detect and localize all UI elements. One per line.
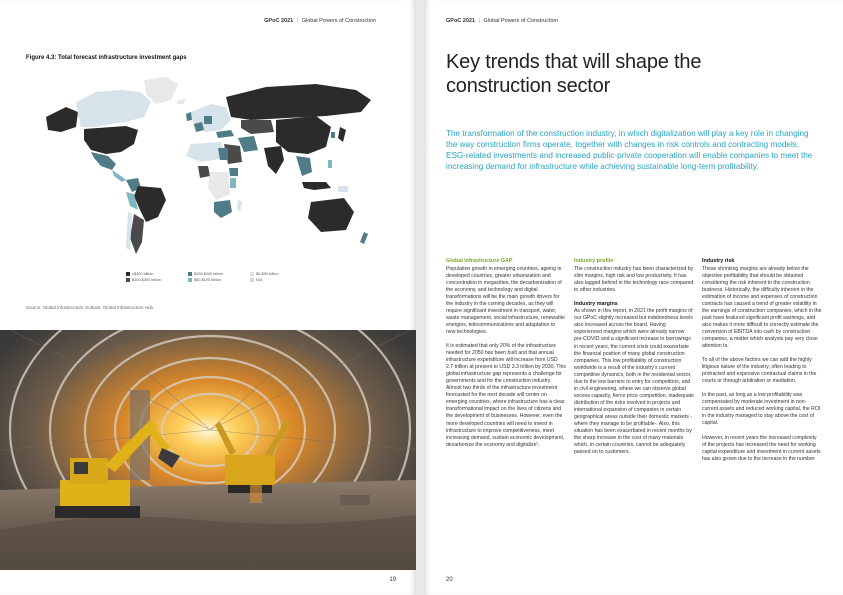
map-region-kenya	[230, 178, 236, 188]
world-map	[26, 72, 386, 272]
legend-item	[126, 278, 178, 282]
legend-label: ≥$300 billion	[132, 272, 154, 276]
body-paragraph: In the past, as long as a low profitability was compensated by moderate investment in non-current assets and reduced working capital, the ROI in the industry managed to stay above the cost of capital.	[702, 392, 821, 427]
map-region-mexico	[91, 152, 116, 170]
body-paragraph: However, in recent years the increased complexity of the projects has increased the need for working capital expenditure and investment in current assets has also grown due to the increase in the number	[702, 434, 821, 462]
legend-swatch	[188, 278, 192, 282]
map-region-new-zealand	[360, 232, 368, 244]
map-region-argentina	[130, 214, 144, 254]
section-heading: Industry profile	[574, 258, 614, 264]
map-region-greenland	[144, 77, 178, 104]
legend-swatch	[188, 272, 192, 276]
report-title: Global Powers of Construction	[483, 18, 558, 24]
legend-label: $100-$200 billion	[194, 272, 223, 276]
map-region-central-africa	[208, 172, 230, 200]
body-columns	[446, 258, 826, 470]
report-title: Global Powers of Construction	[301, 18, 376, 24]
map-region-korea	[331, 132, 335, 138]
map-region-indonesia	[302, 182, 331, 190]
body-paragraph: Population growth in emerging countries, ageing in developed countries, greater urbanization and concentration in megacities, the decarbonization of the economy, and technology and digital transformations will be the main growth drivers for the industry in the coming decades, as they will require significant investment in transport, water, waste management, social infrastructure, renewable energies, telecommunications and adaptation to new technologies.	[446, 265, 565, 335]
map-region-australia	[308, 198, 354, 232]
map-region-southeast-asia	[296, 156, 312, 176]
legend-label: $50-$100 billion	[194, 278, 221, 282]
map-region-kazakhstan	[241, 120, 274, 134]
legend-label: $0-$50 billion	[256, 272, 279, 276]
map-region-ethiopia	[229, 168, 238, 176]
world-map-figure	[26, 72, 386, 300]
page-number: 19	[389, 577, 396, 583]
map-region-canada	[76, 90, 151, 127]
legend-item	[126, 272, 178, 276]
map-region-nigeria	[198, 166, 210, 178]
map-region-central-america	[112, 170, 126, 182]
body-paragraph: To all of the above factors we can add the highly litigious nature of the industry, often leading to protracted and expensive contractual claims in the courts or through arbitration or mediation.	[702, 357, 817, 385]
map-region-madagascar	[237, 200, 242, 212]
section-heading: Global infrastructure GAP	[446, 258, 513, 264]
figure-source: Source: Global Infrastructure Outlook, Global Infrastructure Hub.	[26, 305, 155, 310]
section-heading: Industry risk	[702, 258, 735, 264]
column-3	[702, 258, 822, 470]
report-code: GPoC 2021	[264, 18, 294, 24]
legend-item	[188, 278, 240, 282]
legend-label: N/A	[256, 278, 263, 282]
legend-item	[250, 278, 302, 282]
intro-paragraph: The transformation of the construction industry, in which digitalization will play a key role in changing the way construction firms operate, together with changes in risk controls and contracting models, ESG-related investments and increased public-private cooperation will enable companies to meet the increasing demand for infrastructure while achieving sustainable long-term profitability.	[446, 129, 813, 171]
body-paragraph: These shrinking margins are already below the objective profitability that should be obtained considering the risk inherent to the construction business. Historically, the difficulty inherent in the estimation of income and expenses of construction contracts has caused a trend of greater volatility in the earnings of construction companies, which in the past have featured significant profit warnings, and also makes it more difficult to correctly estimate the conversion of EBITDA into cash by construction companies, a matter which analysts pay very close attention to.	[702, 265, 822, 350]
report-code: GPoC 2021	[446, 18, 476, 24]
body-paragraph: The construction industry has been characterized by slim margins, high risk and low productivity. It has also lagged behind in the technology race compared to other industries.	[574, 265, 694, 293]
running-head	[264, 18, 376, 24]
map-region-chile	[126, 212, 132, 250]
map-region-philippines	[328, 160, 332, 168]
section-heading: Industry margins	[574, 300, 618, 307]
map-region-uk	[186, 112, 192, 121]
legend-item	[250, 272, 302, 276]
map-region-india	[264, 146, 284, 174]
map-region-iceland	[177, 99, 186, 104]
right-page	[424, 0, 843, 595]
map-region-brazil	[134, 186, 166, 222]
tunnel-construction-photo	[0, 330, 416, 570]
legend-swatch	[126, 272, 130, 276]
map-region-germany	[204, 116, 212, 124]
separator: |	[296, 18, 299, 24]
column-2	[574, 258, 694, 470]
column-1	[446, 258, 566, 470]
legend-swatch	[250, 278, 254, 282]
map-region-russia	[226, 84, 371, 120]
map-region-china	[276, 116, 331, 154]
left-page	[0, 0, 416, 595]
body-paragraph: As shown in this report, in 2021 the profit margins of our GPoC slightly increased but indebtedness levels also increased across the board. Having experienced margins which were already narrow pre-COVID and a significant increase in borrowings in recent years, the current crisis could exacerbate the financial position of many global construction companies. This low profitability of construction worldwide is a result of the industry's current competitive dynamics, both in the residential sector, due to the low barriers to entry for competitors, and in civil engineering, where we can observe global excess capacity, fierce price competition, inadequate distribution of the risks involved in projects and international expansion of companies in certain geographical areas outside their domestic markets -where they manage to be profitable-. Also, this situation has been exacerbated in recent months by the sharp increase in the cost of many materials which, in certain countries, cannot be adequately passed on to customers.	[574, 308, 694, 456]
page-number: 20	[446, 577, 453, 583]
map-region-turkey	[216, 130, 234, 138]
running-head	[446, 18, 558, 24]
legend-swatch	[126, 278, 130, 282]
map-region-alaska	[46, 107, 78, 132]
legend-item	[188, 272, 240, 276]
body-paragraph: It is estimated that only 20% of the infrastructure needed for 2050 has been built and that annual infrastructure expenditure will increase from USD 2.7 trillion at present to USD 3.3 trillion by 2030. This global infrastructure gap represents a challenge for governments and for the construction industry. Almost two thirds of the infrastructure investment forecasted for the next decade will center on emerging countries, where infrastructure has a clear transformational impact on the lives of citizens and the development of businesses. However, even the more developed countries will need to invest in infrastructure to improve competitiveness, meet increasing demand, sustain economic development, decarbonize the economy and digitalize¹.	[446, 343, 566, 448]
map-region-iran	[238, 136, 258, 152]
map-legend	[126, 272, 386, 284]
map-region-papua-new-guinea	[338, 186, 348, 192]
legend-swatch	[250, 272, 254, 276]
figure-title: Figure 4.3: Total forecast infrastructure investment gaps	[26, 55, 187, 61]
legend-label: $200-$300 billion	[132, 278, 161, 282]
map-region-usa	[84, 126, 138, 154]
separator: |	[478, 18, 481, 24]
map-region-japan	[338, 127, 346, 142]
page-headline: Key trends that will shape the construction sector	[446, 51, 702, 97]
tunnel-illustration	[0, 330, 416, 570]
map-region-south-africa	[214, 200, 232, 218]
